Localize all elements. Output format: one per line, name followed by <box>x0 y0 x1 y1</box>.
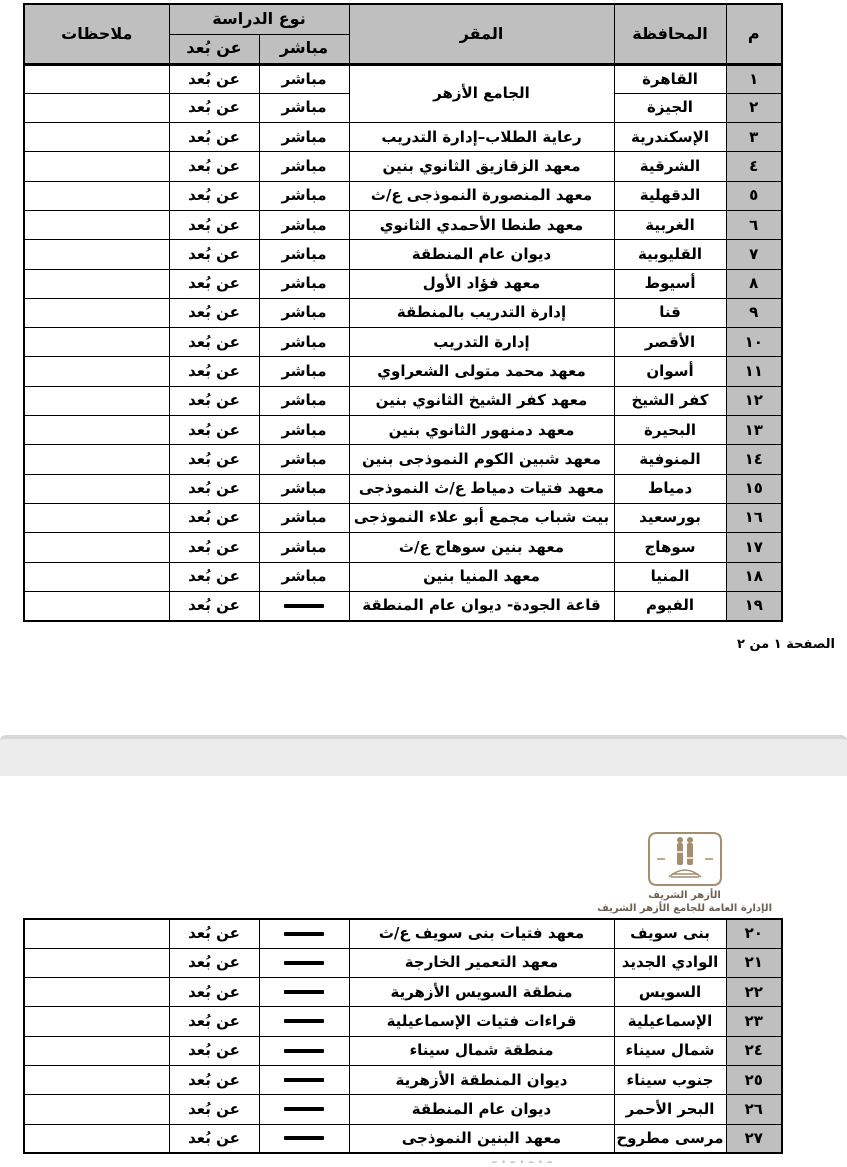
cell-governorate: الدقهلية <box>614 181 726 210</box>
cell-governorate: الإسكندرية <box>614 123 726 152</box>
cell-notes <box>24 328 169 357</box>
cell-row-number: ٦ <box>726 210 782 239</box>
cell-governorate: بنى سويف <box>614 919 726 948</box>
cell-venue: منطقة شمال سيناء <box>349 1036 614 1065</box>
page-separator-band <box>0 735 847 776</box>
table-row <box>24 562 782 591</box>
cell-notes <box>24 533 169 562</box>
table-row <box>24 386 782 415</box>
cell-governorate: المنيا <box>614 562 726 591</box>
cell-study-remote: عن بُعد <box>169 386 259 415</box>
cell-notes <box>24 562 169 591</box>
table-row <box>24 445 782 474</box>
cell-study-direct: مباشر <box>259 210 349 239</box>
table-header <box>24 4 782 64</box>
dash-mark <box>284 932 324 936</box>
cell-notes <box>24 416 169 445</box>
cell-venue: ديوان عام المنطقة <box>349 240 614 269</box>
header-governorate: المحافظة <box>614 4 726 64</box>
cell-study-direct: مباشر <box>259 357 349 386</box>
table-row <box>24 240 782 269</box>
governorates-table-page1 <box>23 3 783 622</box>
cell-governorate: سوهاج <box>614 533 726 562</box>
table-row <box>24 503 782 532</box>
dash-mark <box>284 1019 324 1023</box>
cell-governorate: الجيزة <box>614 93 726 122</box>
cell-venue: معهد المنصورة النموذجى ع/ث <box>349 181 614 210</box>
cell-venue: ديوان المنطقة الأزهرية <box>349 1065 614 1094</box>
cell-venue: قاعة الجودة- ديوان عام المنطقة <box>349 591 614 620</box>
cell-notes <box>24 919 169 948</box>
cell-notes <box>24 1124 169 1153</box>
page-number-note: الصفحة ١ من ٢ <box>737 637 835 652</box>
cell-governorate: الأقصر <box>614 328 726 357</box>
table-row <box>24 328 782 357</box>
table-row <box>24 416 782 445</box>
cell-row-number: ٢٣ <box>726 1007 782 1036</box>
cell-governorate: قنا <box>614 298 726 327</box>
cell-study-remote: عن بُعد <box>169 1124 259 1153</box>
cell-study-remote: عن بُعد <box>169 269 259 298</box>
letterhead <box>597 831 772 915</box>
cell-study-direct <box>259 948 349 977</box>
table-row <box>24 1065 782 1094</box>
cell-venue: ديوان عام المنطقة <box>349 1095 614 1124</box>
cell-governorate: البحيرة <box>614 416 726 445</box>
dash-mark <box>284 1136 324 1140</box>
table-row <box>24 64 782 93</box>
cell-venue: معهد فتيات بنى سويف ع/ث <box>349 919 614 948</box>
cell-governorate: أسيوط <box>614 269 726 298</box>
cell-venue: معهد الزقازيق الثانوي بنين <box>349 152 614 181</box>
cell-notes <box>24 123 169 152</box>
header-number: م <box>726 4 782 64</box>
cell-study-direct: مباشر <box>259 269 349 298</box>
cell-study-direct: مباشر <box>259 152 349 181</box>
cell-study-remote: عن بُعد <box>169 591 259 620</box>
cell-study-direct: مباشر <box>259 386 349 415</box>
cell-venue: بيت شباب مجمع أبو علاء النموذجى <box>349 503 614 532</box>
cell-row-number: ٢١ <box>726 948 782 977</box>
governorates-table-page2 <box>23 918 783 1154</box>
cell-notes <box>24 152 169 181</box>
cell-study-remote: عن بُعد <box>169 298 259 327</box>
cell-row-number: ١ <box>726 64 782 93</box>
cell-study-direct <box>259 919 349 948</box>
cell-notes <box>24 269 169 298</box>
cell-row-number: ١٨ <box>726 562 782 591</box>
cell-governorate: الإسماعيلية <box>614 1007 726 1036</box>
cell-study-direct: مباشر <box>259 123 349 152</box>
cell-study-remote: عن بُعد <box>169 357 259 386</box>
cell-study-remote: عن بُعد <box>169 123 259 152</box>
cell-venue: رعاية الطلاب–إدارة التدريب <box>349 123 614 152</box>
table-row <box>24 591 782 620</box>
header-direct: مباشر <box>259 34 349 64</box>
dash-mark <box>284 604 324 608</box>
cell-study-direct <box>259 1065 349 1094</box>
cell-study-direct: مباشر <box>259 240 349 269</box>
cell-governorate: القاهرة <box>614 64 726 93</box>
cell-notes <box>24 298 169 327</box>
cell-study-remote: عن بُعد <box>169 64 259 93</box>
table-row <box>24 1124 782 1153</box>
cell-venue: معهد المنيا بنين <box>349 562 614 591</box>
cell-study-remote: عن بُعد <box>169 474 259 503</box>
cell-study-direct: مباشر <box>259 562 349 591</box>
cell-venue: منطقة السويس الأزهرية <box>349 978 614 1007</box>
cell-study-remote: عن بُعد <box>169 181 259 210</box>
cell-row-number: ٢٤ <box>726 1036 782 1065</box>
cell-row-number: ١٥ <box>726 474 782 503</box>
cell-study-direct: مباشر <box>259 328 349 357</box>
cell-notes <box>24 978 169 1007</box>
table-row <box>24 152 782 181</box>
cell-row-number: ٢٥ <box>726 1065 782 1094</box>
header-venue: المقر <box>349 4 614 64</box>
cell-row-number: ١٧ <box>726 533 782 562</box>
cell-venue: معهد بنين سوهاج ع/ث <box>349 533 614 562</box>
dash-mark <box>284 1107 324 1111</box>
cell-study-remote: عن بُعد <box>169 416 259 445</box>
cell-venue: معهد البنين النموذجى <box>349 1124 614 1153</box>
cell-venue: معهد محمد متولى الشعراوي <box>349 357 614 386</box>
cell-study-direct <box>259 1124 349 1153</box>
cell-notes <box>24 1007 169 1036</box>
org-name-line1: الأزهر الشريف <box>648 890 721 901</box>
cell-venue: معهد فؤاد الأول <box>349 269 614 298</box>
cell-row-number: ١٠ <box>726 328 782 357</box>
cell-governorate: الشرقية <box>614 152 726 181</box>
cell-row-number: ٤ <box>726 152 782 181</box>
cell-governorate: القليوبية <box>614 240 726 269</box>
cell-study-remote: عن بُعد <box>169 445 259 474</box>
cell-study-remote: عن بُعد <box>169 240 259 269</box>
cell-notes <box>24 948 169 977</box>
cell-study-direct <box>259 978 349 1007</box>
cell-study-remote: عن بُعد <box>169 978 259 1007</box>
cell-row-number: ١٦ <box>726 503 782 532</box>
org-name-line2: الإدارة العامة للجامع الأزهر الشريف <box>597 902 772 914</box>
cell-study-direct: مباشر <box>259 474 349 503</box>
dash-mark <box>284 961 324 965</box>
cell-study-direct: مباشر <box>259 93 349 122</box>
cell-study-remote: عن بُعد <box>169 1036 259 1065</box>
cell-notes <box>24 386 169 415</box>
cell-study-remote: عن بُعد <box>169 1007 259 1036</box>
cell-study-remote: عن بُعد <box>169 210 259 239</box>
cell-notes <box>24 591 169 620</box>
dash-mark <box>284 1078 324 1082</box>
table-row <box>24 948 782 977</box>
table-row <box>24 1036 782 1065</box>
cell-study-direct: مباشر <box>259 445 349 474</box>
table-row <box>24 357 782 386</box>
cell-study-remote: عن بُعد <box>169 503 259 532</box>
table-row <box>24 298 782 327</box>
cell-governorate: المنوفية <box>614 445 726 474</box>
cell-study-direct: مباشر <box>259 416 349 445</box>
table-row <box>24 1095 782 1124</box>
cell-row-number: ٥ <box>726 181 782 210</box>
cell-notes <box>24 181 169 210</box>
cell-venue: معهد دمنهور الثانوي بنين <box>349 416 614 445</box>
cell-notes <box>24 445 169 474</box>
cell-study-direct <box>259 591 349 620</box>
cell-row-number: ١١ <box>726 357 782 386</box>
cell-study-remote: عن بُعد <box>169 1095 259 1124</box>
cell-notes <box>24 503 169 532</box>
table-row <box>24 123 782 152</box>
cell-notes <box>24 1065 169 1094</box>
cell-venue: معهد شبين الكوم النموذجى بنين <box>349 445 614 474</box>
cell-study-remote: عن بُعد <box>169 152 259 181</box>
al-azhar-emblem-icon <box>647 831 723 887</box>
cell-notes <box>24 474 169 503</box>
table-row <box>24 181 782 210</box>
cell-row-number: ٢٦ <box>726 1095 782 1124</box>
cell-governorate: أسوان <box>614 357 726 386</box>
cell-study-direct <box>259 1095 349 1124</box>
cell-governorate: مرسى مطروح <box>614 1124 726 1153</box>
cell-governorate: كفر الشيخ <box>614 386 726 415</box>
cell-row-number: ١٩ <box>726 591 782 620</box>
cell-governorate: دمياط <box>614 474 726 503</box>
cell-study-remote: عن بُعد <box>169 328 259 357</box>
cell-venue: إدارة التدريب بالمنطقة <box>349 298 614 327</box>
cell-study-direct: مباشر <box>259 533 349 562</box>
cell-study-direct <box>259 1007 349 1036</box>
table-row <box>24 533 782 562</box>
cell-notes <box>24 1036 169 1065</box>
cell-row-number: ٣ <box>726 123 782 152</box>
cell-study-remote: عن بُعد <box>169 562 259 591</box>
cell-venue: معهد طنطا الأحمدي الثانوي <box>349 210 614 239</box>
cell-row-number: ٩ <box>726 298 782 327</box>
cell-row-number: ١٣ <box>726 416 782 445</box>
header-row-1 <box>24 4 782 34</box>
cell-study-remote: عن بُعد <box>169 919 259 948</box>
cell-row-number: ٢ <box>726 93 782 122</box>
cell-study-remote: عن بُعد <box>169 533 259 562</box>
cell-study-remote: عن بُعد <box>169 948 259 977</box>
table-row <box>24 1007 782 1036</box>
header-remote: عن بُعد <box>169 34 259 64</box>
cell-study-remote: عن بُعد <box>169 93 259 122</box>
cell-row-number: ١٤ <box>726 445 782 474</box>
cell-study-remote: عن بُعد <box>169 1065 259 1094</box>
cell-row-number: ٢٢ <box>726 978 782 1007</box>
cell-study-direct: مباشر <box>259 503 349 532</box>
cell-row-number: ٧ <box>726 240 782 269</box>
cell-study-direct: مباشر <box>259 181 349 210</box>
cell-governorate: البحر الأحمر <box>614 1095 726 1124</box>
cell-governorate: السويس <box>614 978 726 1007</box>
cell-notes <box>24 64 169 93</box>
table2-body <box>24 919 782 1153</box>
cell-venue: الجامع الأزهر <box>349 64 614 123</box>
cell-notes <box>24 357 169 386</box>
table-row <box>24 978 782 1007</box>
cell-governorate: الوادي الجديد <box>614 948 726 977</box>
cell-study-direct: مباشر <box>259 64 349 93</box>
cell-venue: إدارة التدريب <box>349 328 614 357</box>
cell-venue: معهد التعمير الخارجة <box>349 948 614 977</box>
cutoff-text-fragment: ـ . ـ . ـ . ـ <box>492 1152 552 1167</box>
cell-notes <box>24 240 169 269</box>
cell-notes <box>24 1095 169 1124</box>
cell-venue: معهد فتيات دمياط ع/ث النموذجى <box>349 474 614 503</box>
cell-venue: قراءات فتيات الإسماعيلية <box>349 1007 614 1036</box>
header-study-type: نوع الدراسة <box>169 4 349 34</box>
header-notes: ملاحظات <box>24 4 169 64</box>
cell-governorate: شمال سيناء <box>614 1036 726 1065</box>
cell-study-direct <box>259 1036 349 1065</box>
table1-body <box>24 64 782 621</box>
cell-row-number: ١٢ <box>726 386 782 415</box>
cell-governorate: جنوب سيناء <box>614 1065 726 1094</box>
cell-notes <box>24 210 169 239</box>
table-row <box>24 269 782 298</box>
dash-mark <box>284 1049 324 1053</box>
cell-governorate: بورسعيد <box>614 503 726 532</box>
cell-notes <box>24 93 169 122</box>
table-row <box>24 210 782 239</box>
cell-row-number: ٨ <box>726 269 782 298</box>
cell-row-number: ٢٧ <box>726 1124 782 1153</box>
cell-governorate: الغربية <box>614 210 726 239</box>
dash-mark <box>284 990 324 994</box>
cell-governorate: الفيوم <box>614 591 726 620</box>
cell-row-number: ٢٠ <box>726 919 782 948</box>
cell-study-direct: مباشر <box>259 298 349 327</box>
cell-venue: معهد كفر الشيخ الثانوي بنين <box>349 386 614 415</box>
table-row <box>24 919 782 948</box>
table-row <box>24 474 782 503</box>
